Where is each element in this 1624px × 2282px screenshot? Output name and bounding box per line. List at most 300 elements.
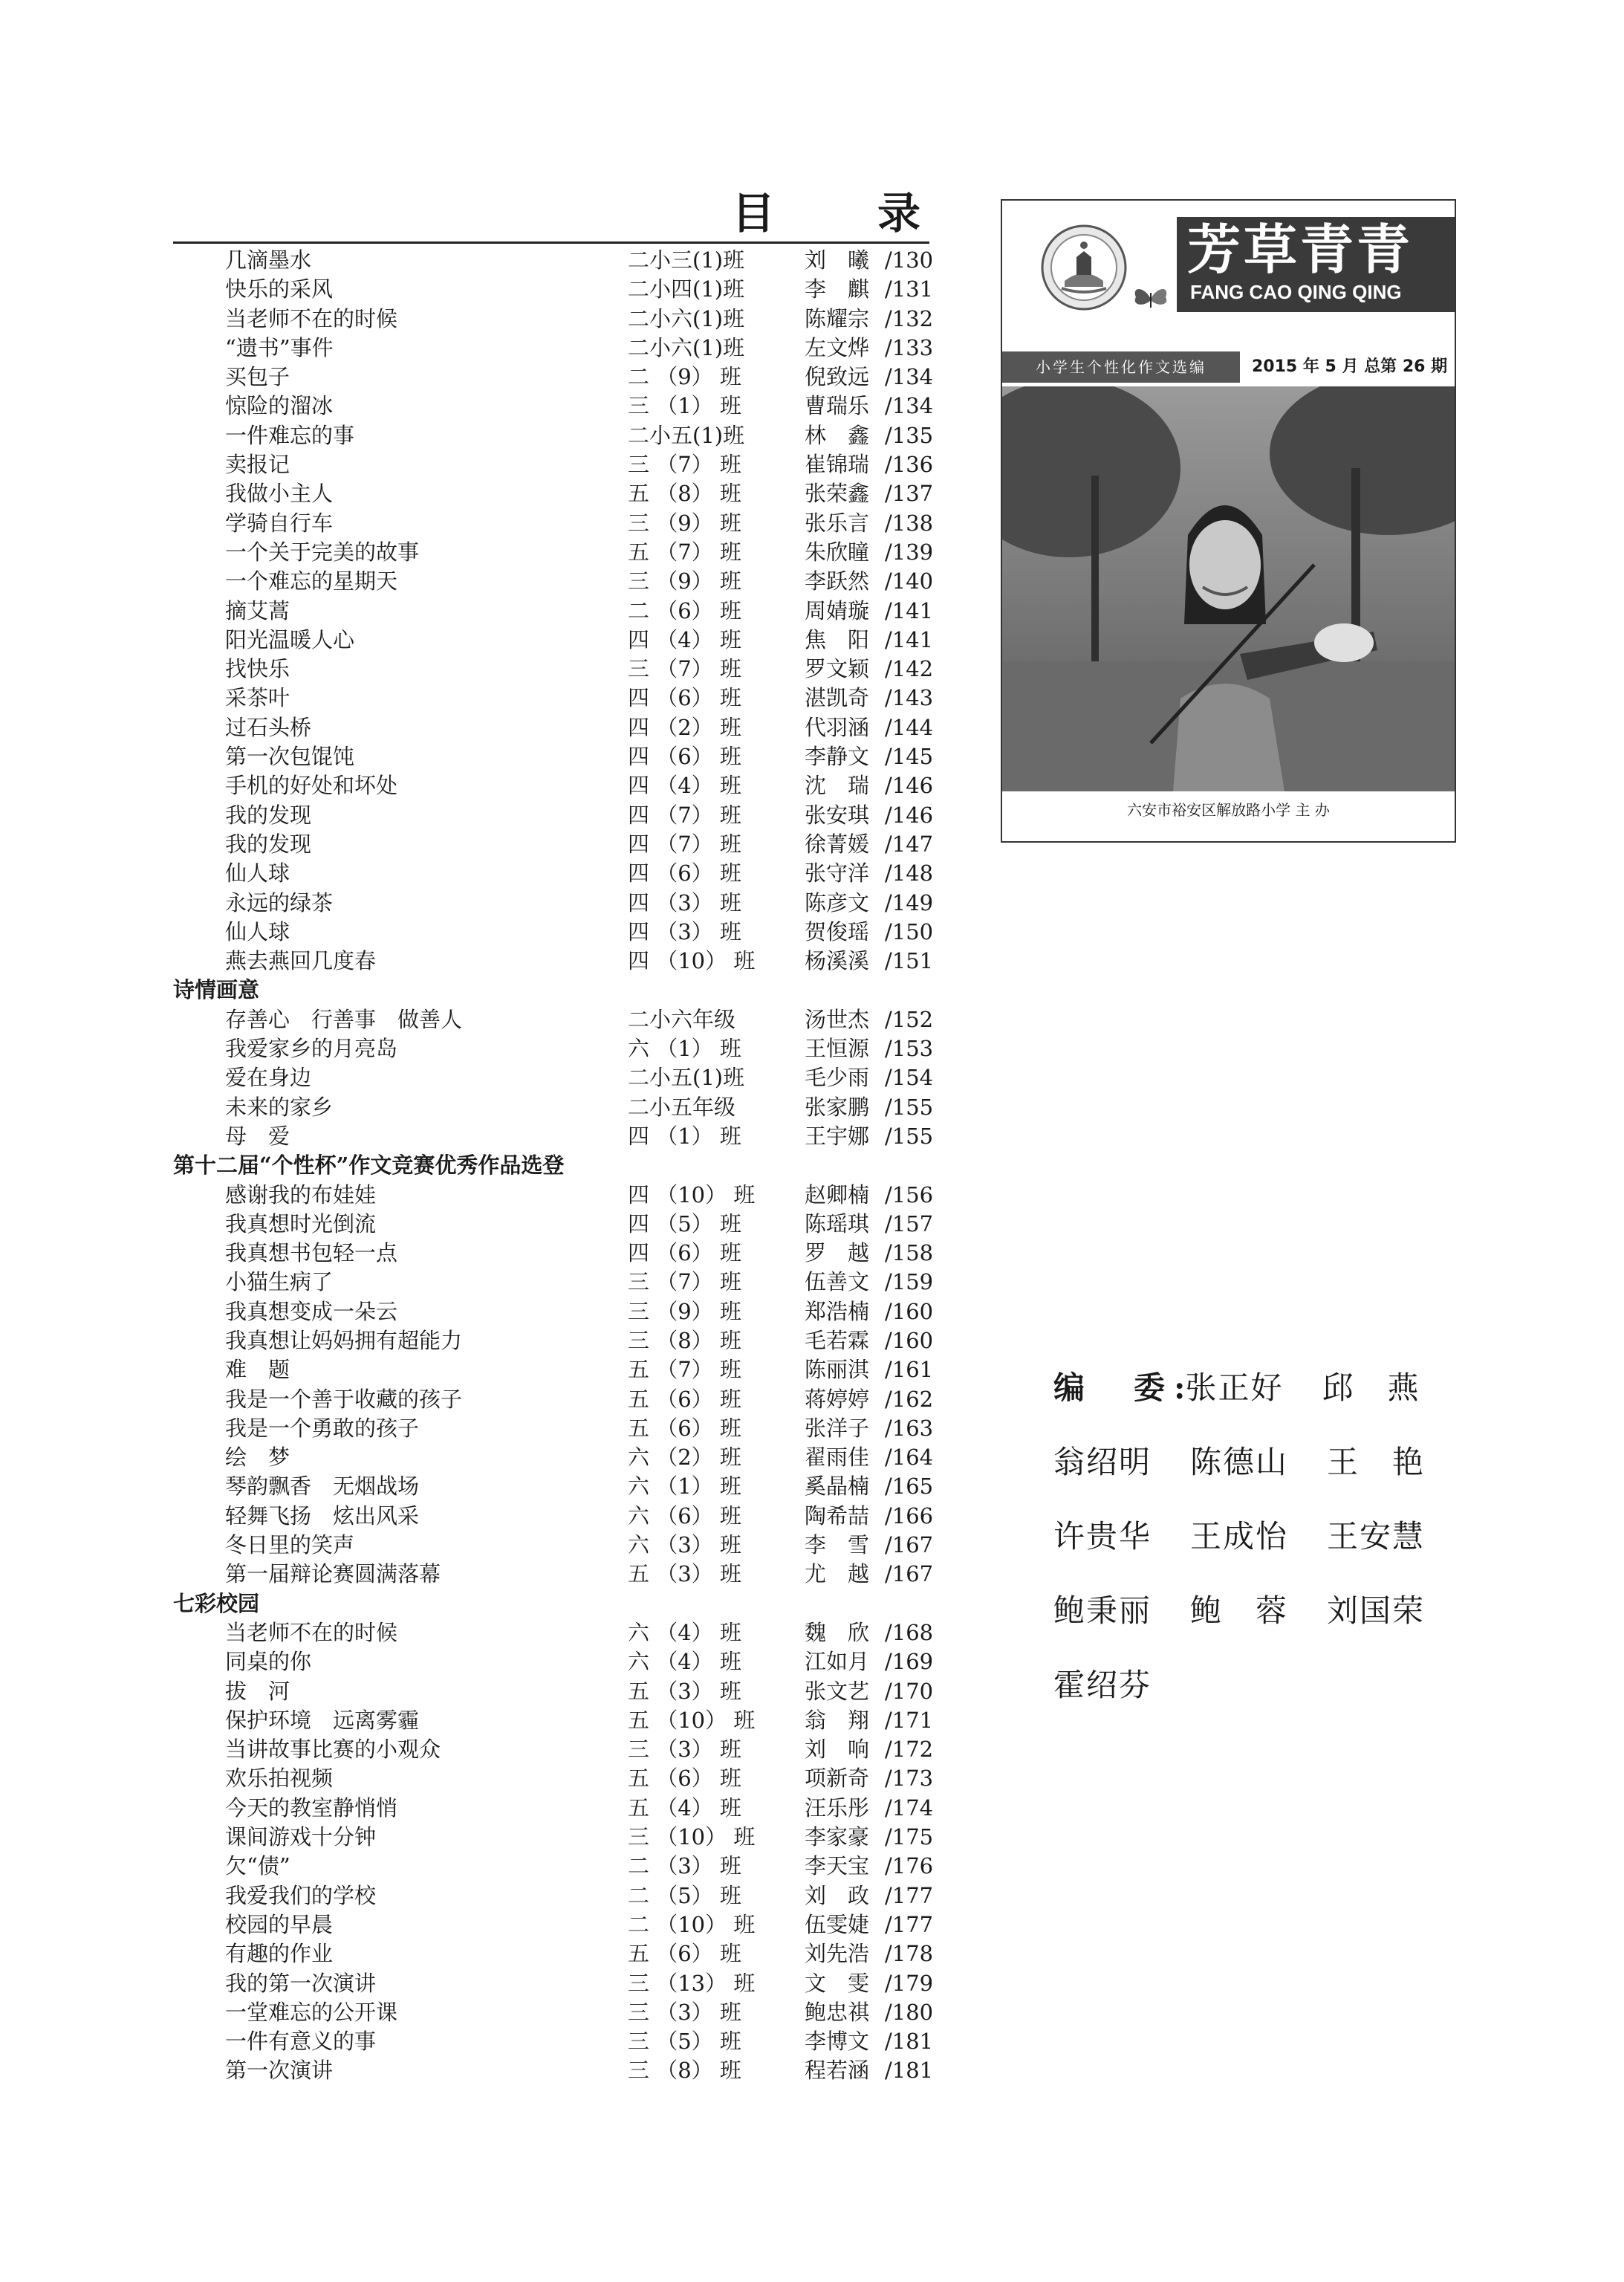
entry-class: 三 （10） 班 — [628, 1824, 756, 1850]
toc-entry — [173, 1093, 946, 1122]
toc-entry — [173, 1706, 946, 1735]
entry-title: 第一届辩论赛圆满落幕 — [225, 1561, 441, 1587]
entry-class: 三 （13） 班 — [628, 1970, 756, 1996]
cover-title: 芳草青青 — [1187, 218, 1414, 281]
entry-page: /154 — [885, 1065, 934, 1091]
entry-title: 我做小主人 — [225, 481, 334, 507]
cover-subtitle: 小学生个性化作文选编 — [1002, 351, 1240, 383]
entry-page: /144 — [885, 714, 934, 740]
toc-entry — [173, 1005, 946, 1034]
editors-label: 编 委 — [1053, 1369, 1175, 1406]
entry-class: 四 （6） 班 — [628, 860, 741, 886]
entry-author: 郑浩楠 — [805, 1298, 870, 1324]
entry-page: /157 — [885, 1210, 934, 1236]
entry-class: 二小六(1)班 — [628, 305, 745, 331]
cover-header — [1002, 201, 1455, 312]
entry-author: 湛凯奇 — [805, 685, 870, 711]
entry-page: /132 — [885, 305, 934, 331]
entry-class: 六 （3） 班 — [628, 1532, 741, 1558]
toc-entry — [173, 1297, 946, 1326]
toc-entry — [173, 1531, 946, 1560]
entry-title: 琴韵飘香 无烟战场 — [225, 1474, 420, 1500]
toc-entry — [173, 1881, 946, 1910]
toc-title: 目 录 — [732, 188, 951, 239]
entry-page: /130 — [885, 247, 934, 273]
entry-class: 三 （8） 班 — [628, 2058, 741, 2084]
entry-page: /139 — [885, 539, 934, 565]
entry-title: 小猫生病了 — [225, 1269, 334, 1295]
entry-page: /174 — [885, 1795, 934, 1821]
entry-page: /141 — [885, 597, 934, 623]
entry-class: 五 （6） 班 — [628, 1941, 741, 1967]
toc-entry — [173, 1034, 946, 1063]
entry-class: 六 （4） 班 — [628, 1649, 741, 1675]
entry-author: 伍善文 — [805, 1269, 870, 1295]
entry-author: 刘 响 — [805, 1737, 870, 1763]
entry-page: /155 — [885, 1094, 934, 1120]
toc-entry — [173, 421, 946, 450]
entry-page: /134 — [885, 364, 934, 390]
entry-page: /137 — [885, 481, 934, 507]
editor-name: 许贵华 — [1053, 1518, 1152, 1555]
entry-class: 三 （3） 班 — [628, 1737, 741, 1763]
toc-entry — [173, 1355, 946, 1384]
entry-page: /147 — [885, 831, 934, 857]
entry-author: 陈彦文 — [805, 889, 870, 915]
toc-entry — [173, 1385, 946, 1414]
entry-class: 三 （5） 班 — [628, 2029, 741, 2055]
entry-title: 我爱家乡的月亮岛 — [225, 1036, 398, 1062]
entry-class: 五 （3） 班 — [628, 1561, 741, 1587]
toc-entry — [173, 1794, 946, 1823]
entry-author: 焦 阳 — [805, 626, 870, 652]
entry-author: 李 雪 — [805, 1532, 870, 1558]
editor-name: 刘国荣 — [1327, 1592, 1426, 1629]
entry-author: 李天宝 — [805, 1853, 870, 1879]
entry-author: 程若涵 — [805, 2058, 870, 2084]
toc-entry — [173, 1268, 946, 1297]
entry-page: /176 — [885, 1853, 934, 1879]
entry-author: 陈耀宗 — [805, 305, 870, 331]
toc-entry — [173, 1969, 946, 1998]
toc-entry — [173, 1823, 946, 1852]
cover-pinyin: FANG CAO QING QING — [1190, 281, 1402, 303]
section-title: 七彩校园 — [173, 1590, 260, 1616]
entry-page: /146 — [885, 802, 934, 828]
toc-entry — [173, 2056, 946, 2085]
editor-name: 霍绍芬 — [1053, 1667, 1152, 1703]
cover-sponsor: 六安市裕安区解放路小学 主 办 — [1127, 801, 1330, 819]
entry-title: 拔 河 — [225, 1678, 290, 1704]
toc-entry — [173, 1852, 946, 1881]
entry-title: 我真想书包轻一点 — [225, 1240, 398, 1266]
entry-page: /177 — [885, 1882, 934, 1908]
entry-page: /156 — [885, 1181, 934, 1208]
entry-class: 五 （4） 班 — [628, 1795, 741, 1821]
entry-page: /164 — [885, 1445, 934, 1471]
toc-entry — [173, 334, 946, 363]
entry-title: 当老师不在的时候 — [225, 1619, 398, 1645]
entry-class: 五 （10） 班 — [628, 1707, 756, 1733]
entry-author: 项新奇 — [805, 1766, 870, 1792]
entry-title: 我是一个勇敢的孩子 — [225, 1415, 420, 1441]
entry-page: /161 — [885, 1357, 934, 1383]
entry-page: /133 — [885, 334, 934, 360]
editor-name: 邱 燕 — [1322, 1369, 1420, 1406]
entry-class: 五 （3） 班 — [628, 1678, 741, 1704]
entry-title: 一堂难忘的公开课 — [225, 1999, 398, 2025]
entry-title: 感谢我的布娃娃 — [225, 1181, 377, 1208]
editor-row — [1053, 1574, 1469, 1648]
entry-title: 几滴墨水 — [225, 247, 312, 273]
entry-page: /177 — [885, 1911, 934, 1937]
entry-class: 六 （2） 班 — [628, 1445, 741, 1471]
entry-class: 三 （7） 班 — [628, 1269, 741, 1295]
toc-entry — [173, 684, 946, 713]
entry-class: 四 （10） 班 — [628, 1181, 756, 1208]
editor-name: 鲍 蓉 — [1190, 1592, 1289, 1629]
entry-author: 陈瑶琪 — [805, 1210, 870, 1236]
entry-author: 代羽涵 — [805, 714, 870, 740]
toc-entry — [173, 713, 946, 742]
editor-name: 张正好 — [1185, 1369, 1284, 1406]
editors-colon: : — [1174, 1369, 1186, 1406]
toc-entry — [173, 1122, 946, 1151]
entry-class: 六 （4） 班 — [628, 1619, 741, 1645]
entry-title: 有趣的作业 — [225, 1941, 334, 1967]
entry-author: 贺俊瑶 — [805, 918, 870, 944]
editor-row — [1053, 1425, 1469, 1500]
editor-row — [1053, 1500, 1469, 1574]
entry-page: /138 — [885, 510, 934, 536]
entry-author: 翟雨佳 — [805, 1445, 870, 1471]
entry-title: 手机的好处和坏处 — [225, 773, 398, 799]
entry-title: 阳光温暖人心 — [225, 626, 355, 652]
entry-title: 过石头桥 — [225, 714, 312, 740]
entry-class: 三 （8） 班 — [628, 1327, 741, 1353]
entry-author: 蒋婷婷 — [805, 1386, 870, 1412]
entry-author: 周婧璇 — [805, 597, 870, 623]
entry-title: 永远的绿茶 — [225, 889, 334, 915]
toc-list — [173, 246, 946, 2086]
entry-class: 四 （6） 班 — [628, 685, 741, 711]
toc-entry — [173, 1647, 946, 1676]
entry-title: 第一次演讲 — [225, 2058, 334, 2084]
toc-entry — [173, 1239, 946, 1268]
section-title: 诗情画意 — [173, 977, 260, 1003]
entry-class: 六 （1） 班 — [628, 1474, 741, 1500]
entry-title: 学骑自行车 — [225, 510, 334, 536]
entry-author: 李 麒 — [805, 276, 870, 302]
entry-title: 存善心 行善事 做善人 — [225, 1006, 463, 1032]
entry-page: /153 — [885, 1036, 934, 1062]
entry-author: 林 鑫 — [805, 422, 870, 448]
entry-author: 张安琪 — [805, 802, 870, 828]
entry-author: 刘 政 — [805, 1882, 870, 1908]
toc-section-heading — [173, 1589, 946, 1618]
entry-class: 二 （10） 班 — [628, 1911, 756, 1937]
entry-title: 冬日里的笑声 — [225, 1532, 355, 1558]
entry-page: /159 — [885, 1269, 934, 1295]
entry-page: /169 — [885, 1649, 934, 1675]
entry-class: 五 （8） 班 — [628, 481, 741, 507]
entry-author: 赵卿楠 — [805, 1181, 870, 1208]
entry-title: 仙人球 — [225, 918, 290, 944]
entry-author: 翁 翔 — [805, 1707, 870, 1733]
entry-author: 倪致远 — [805, 364, 870, 390]
entry-page: /150 — [885, 918, 934, 944]
toc-entry — [173, 771, 946, 800]
entry-author: 毛若霖 — [805, 1327, 870, 1353]
entry-class: 二 （6） 班 — [628, 597, 741, 623]
entry-title: 找快乐 — [225, 656, 290, 682]
entry-author: 李跃然 — [805, 568, 870, 594]
entry-class: 四 （2） 班 — [628, 714, 741, 740]
entry-page: /140 — [885, 568, 934, 594]
entry-class: 五 （6） 班 — [628, 1386, 741, 1412]
toc-entry — [173, 1063, 946, 1092]
entry-title: 绘 梦 — [225, 1445, 290, 1471]
entry-class: 二 （5） 班 — [628, 1882, 741, 1908]
butterfly-icon — [1128, 282, 1173, 315]
toc-entry — [173, 626, 946, 655]
toc-entry — [173, 392, 946, 421]
entry-title: 母 爱 — [225, 1123, 290, 1149]
entry-author: 张洋子 — [805, 1415, 870, 1441]
entry-title: 一个难忘的星期天 — [225, 568, 398, 594]
entry-author: 徐菁媛 — [805, 831, 870, 857]
entry-author: 曹瑞乐 — [805, 393, 870, 419]
entry-class: 二小四(1)班 — [628, 276, 745, 302]
entry-page: /181 — [885, 2029, 934, 2055]
entry-class: 三 （9） 班 — [628, 1298, 741, 1324]
cover-band — [1002, 351, 1455, 383]
entry-page: /175 — [885, 1824, 934, 1850]
toc-entry — [173, 1210, 946, 1239]
entry-author: 刘先浩 — [805, 1941, 870, 1967]
cover-issue: 2015 年 5 月 总第 26 期 — [1252, 357, 1448, 376]
toc-entry — [173, 1443, 946, 1472]
entry-title: 轻舞飞扬 炫出风采 — [225, 1503, 420, 1529]
entry-author: 朱欣瞳 — [805, 539, 870, 565]
toc-entry — [173, 801, 946, 830]
girl-playing-violin-photo — [1002, 386, 1455, 791]
entry-author: 王恒源 — [805, 1036, 870, 1062]
entry-author: 罗文颖 — [805, 656, 870, 682]
entry-class: 二小三(1)班 — [628, 247, 745, 273]
toc-entry — [173, 1735, 946, 1764]
entry-author: 魏 欣 — [805, 1619, 870, 1645]
entry-title: 课间游戏十分钟 — [225, 1824, 377, 1850]
entry-title: 未来的家乡 — [225, 1094, 334, 1120]
entry-author: 李家豪 — [805, 1824, 870, 1850]
entry-page: /131 — [885, 276, 934, 302]
entry-class: 四 （7） 班 — [628, 831, 741, 857]
entry-class: 四 （7） 班 — [628, 802, 741, 828]
entry-title: 校园的早晨 — [225, 1911, 334, 1937]
entry-page: /167 — [885, 1532, 934, 1558]
entry-page: /146 — [885, 773, 934, 799]
entry-title: 当讲故事比赛的小观众 — [225, 1737, 441, 1763]
editor-row — [1053, 1648, 1469, 1722]
entry-page: /141 — [885, 626, 934, 652]
entry-class: 六 （6） 班 — [628, 1503, 741, 1529]
entry-page: /149 — [885, 889, 934, 915]
entry-page: /163 — [885, 1415, 934, 1441]
entry-title: 一件有意义的事 — [225, 2029, 377, 2055]
entry-class: 三 （3） 班 — [628, 1999, 741, 2025]
toc-entry — [173, 1181, 946, 1210]
entry-title: 仙人球 — [225, 860, 290, 886]
toc-entry — [173, 1502, 946, 1531]
editor-name: 王成怡 — [1190, 1518, 1289, 1555]
entry-page: /143 — [885, 685, 934, 711]
entry-author: 张文艺 — [805, 1678, 870, 1704]
entry-page: /162 — [885, 1386, 934, 1412]
entry-class: 四 （6） 班 — [628, 1240, 741, 1266]
entry-author: 奚晶楠 — [805, 1474, 870, 1500]
editor-name: 翁绍明 — [1053, 1444, 1152, 1480]
editor-name: 陈德山 — [1190, 1444, 1289, 1480]
entry-author: 沈 瑞 — [805, 773, 870, 799]
entry-page: /179 — [885, 1970, 934, 1996]
toc-entry — [173, 918, 946, 947]
toc-entry — [173, 742, 946, 771]
entry-page: /148 — [885, 860, 934, 886]
entry-class: 二小六年级 — [628, 1006, 736, 1032]
entry-title: 我真想时光倒流 — [225, 1210, 377, 1236]
toc-entry — [173, 830, 946, 859]
entry-class: 四 （3） 班 — [628, 918, 741, 944]
entry-class: 三 （7） 班 — [628, 656, 741, 682]
entry-title: 我的发现 — [225, 831, 312, 857]
cover-title-box — [1177, 217, 1455, 312]
entry-author: 汤世杰 — [805, 1006, 870, 1032]
entry-page: /142 — [885, 656, 934, 682]
toc-entry — [173, 1764, 946, 1793]
entry-page: /152 — [885, 1006, 934, 1032]
entry-author: 罗 越 — [805, 1240, 870, 1266]
entry-title: 爱在身边 — [225, 1065, 312, 1091]
entry-title: 卖报记 — [225, 452, 290, 478]
entry-class: 二小五(1)班 — [628, 422, 745, 448]
entry-title: 我是一个善于收藏的孩子 — [225, 1386, 463, 1412]
entry-title: 快乐的采风 — [225, 276, 334, 302]
toc-entry — [173, 1560, 946, 1589]
entry-class: 三 （7） 班 — [628, 452, 741, 478]
toc-entry — [173, 1939, 946, 1968]
toc-entry — [173, 597, 946, 626]
toc-entry — [173, 1472, 946, 1501]
entry-title: 采茶叶 — [225, 685, 290, 711]
entry-class: 五 （6） 班 — [628, 1766, 741, 1792]
toc-entry — [173, 305, 946, 334]
entry-class: 二小五年级 — [628, 1094, 736, 1120]
entry-title: “遗书”事件 — [225, 334, 334, 360]
entry-author: 陶希喆 — [805, 1503, 870, 1529]
entry-class: 二 （9） 班 — [628, 364, 741, 390]
toc-entry — [173, 1910, 946, 1939]
entry-class: 四 （3） 班 — [628, 889, 741, 915]
entry-author: 张家鹏 — [805, 1094, 870, 1120]
school-emblem-icon — [1039, 223, 1128, 312]
entry-page: /160 — [885, 1327, 934, 1353]
entry-page: /167 — [885, 1561, 934, 1587]
entry-page: /173 — [885, 1766, 934, 1792]
entry-author: 崔锦瑞 — [805, 452, 870, 478]
toc-entry — [173, 2027, 946, 2056]
section-title: 第十二届“个性杯”作文竞赛优秀作品选登 — [173, 1153, 565, 1179]
magazine-cover — [1001, 199, 1456, 843]
entry-title: 买包子 — [225, 364, 290, 390]
entry-page: /170 — [885, 1678, 934, 1704]
entry-title: 一件难忘的事 — [225, 422, 355, 448]
entry-class: 五 （7） 班 — [628, 1357, 741, 1383]
entry-page: /155 — [885, 1123, 934, 1149]
entry-class: 三 （9） 班 — [628, 510, 741, 536]
toc-entry — [173, 1326, 946, 1355]
entry-author: 李博文 — [805, 2029, 870, 2055]
entry-page: /160 — [885, 1298, 934, 1324]
entry-author: 王宇娜 — [805, 1123, 870, 1149]
entry-page: /134 — [885, 393, 934, 419]
editor-name: 王 艳 — [1327, 1444, 1426, 1480]
entry-page: /145 — [885, 744, 934, 770]
entry-title: 摘艾蒿 — [225, 597, 290, 623]
entry-class: 四 （6） 班 — [628, 744, 741, 770]
toc-entry — [173, 363, 946, 392]
entry-page: /172 — [885, 1737, 934, 1763]
entry-author: 文 雯 — [805, 1970, 870, 1996]
entry-author: 汪乐彤 — [805, 1795, 870, 1821]
entry-title: 我的发现 — [225, 802, 312, 828]
editor-name: 鲍秉丽 — [1053, 1592, 1152, 1629]
entry-class: 四 （1） 班 — [628, 1123, 741, 1149]
entry-title: 欢乐拍视频 — [225, 1766, 334, 1792]
entry-class: 三 （9） 班 — [628, 568, 741, 594]
entry-page: /181 — [885, 2058, 934, 2084]
entry-title: 保护环境 远离雾霾 — [225, 1707, 420, 1733]
entry-class: 二 （3） 班 — [628, 1853, 741, 1879]
entry-title: 我真想变成一朵云 — [225, 1298, 398, 1324]
entry-page: /158 — [885, 1240, 934, 1266]
entry-page: /166 — [885, 1503, 934, 1529]
toc-entry — [173, 889, 946, 918]
toc-entry — [173, 246, 946, 275]
entry-title: 当老师不在的时候 — [225, 305, 398, 331]
entry-author: 尤 越 — [805, 1561, 870, 1587]
entry-author: 左文烨 — [805, 334, 870, 360]
toc-entry — [173, 1414, 946, 1443]
entry-title: 同桌的你 — [225, 1649, 312, 1675]
entry-author: 张守洋 — [805, 860, 870, 886]
entry-class: 二小五(1)班 — [628, 1065, 745, 1091]
editor-name: 王安慧 — [1327, 1518, 1426, 1555]
entry-title: 今天的教室静悄悄 — [225, 1795, 398, 1821]
toc-entry — [173, 538, 946, 567]
entry-page: /171 — [885, 1707, 934, 1733]
entry-author: 伍雯婕 — [805, 1911, 870, 1937]
entry-author: 陈丽淇 — [805, 1357, 870, 1383]
entry-author: 毛少雨 — [805, 1065, 870, 1091]
entry-page: /180 — [885, 1999, 934, 2025]
toc-entry — [173, 1998, 946, 2027]
editorial-board — [1053, 1351, 1469, 1722]
entry-page: /178 — [885, 1941, 934, 1967]
entry-title: 我爱我们的学校 — [225, 1882, 377, 1908]
toc-entry — [173, 567, 946, 596]
toc-entry — [173, 509, 946, 538]
